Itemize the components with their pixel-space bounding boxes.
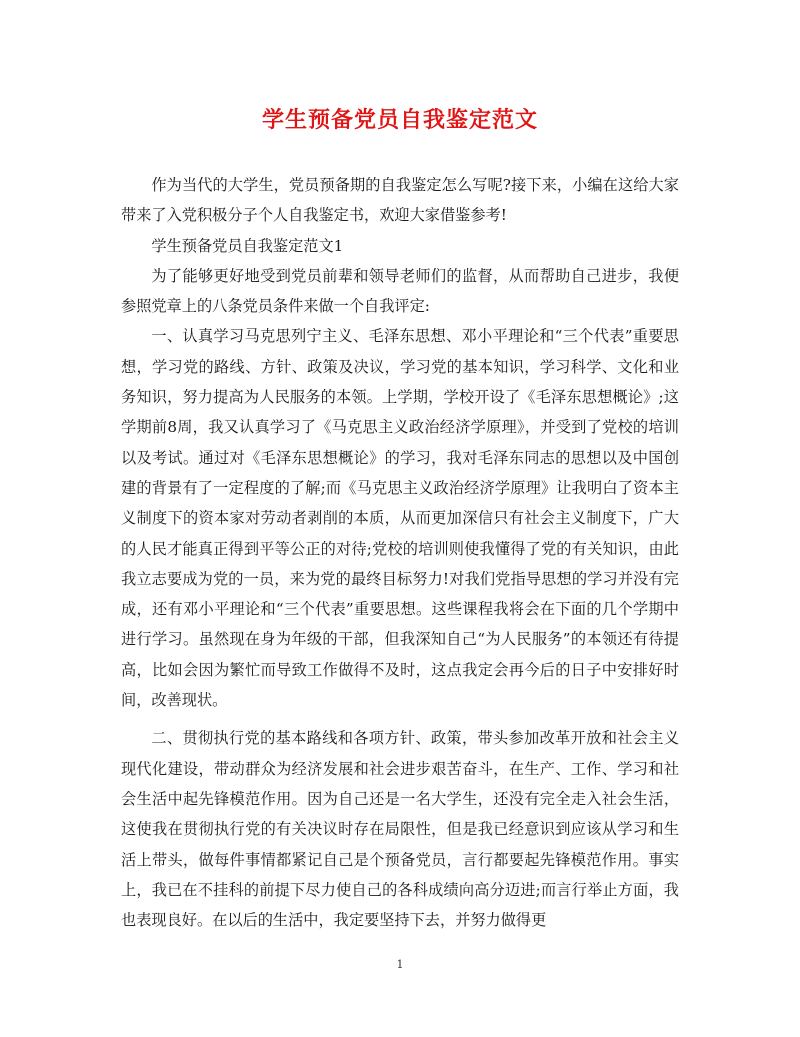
paragraph-point-two: 二、贯彻执行党的基本路线和各项方针、政策，带头参加改革开放和社会主义现代化建设，带动群众为经济发展和社会进步艰苦奋斗，在生产、工作、学习和社会生活中起先锋模范作用。因为自己还是一名大学生，还没有完全走入社会生活，这使我在贯彻执行党的有关决议时存在局限性，但是我已经意识到应该从学习和生活上带头，做每件事情都紧记自己是个预备党员，言行都要起先锋模范作用。事实上，我已在不挂科的前提下尽力使自己的各科成绩向高分迈进;而言行举止方面，我也表现良好。在以后的生活中，我定要坚持下去，并努力做得更 [121, 729, 679, 930]
paragraph-intro: 作为当代的大学生，党员预备期的自我鉴定怎么写呢?接下来，小编在这给大家带来了入党积极分子个人自我鉴定书，欢迎大家借鉴参考! [121, 176, 679, 225]
document-body [121, 170, 679, 935]
paragraph-point-one: 一、认真学习马克思列宁主义、毛泽东思想、邓小平理论和“三个代表”重要思想，学习党的路线、方针、政策及决议，学习党的基本知识，学习科学、文化和业务知识，努力提高为人民服务的本领。上学期，学校开设了《毛泽东思想概论》;这学期前8周，我又认真学习了《马克思主义政治经济学原理》，并受到了党校的培训以及考试。通过对《毛泽东思想概论》的学习，我对毛泽东同志的思想以及中国创建的背景有了一定程度的了解;而《马克思主义政治经济学原理》让我明白了资本主义制度下的资本家对劳动者剥削的本质，从而更加深信只有社会主义制度下，广大的人民才能真正得到平等公正的对待;党校的培训则使我懂得了党的有关知识，由此我立志要成为党的一员，来为党的最终目标努力!对我们党指导思想的学习并没有完成，还有邓小平理论和“三个代表”重要思想。这些课程我将会在下面的几个学期中进行学习。虽然现在身为年级的干部，但我深知自己“为人民服务”的本领还有待提高，比如会因为繁忙而导致工作做得不及时，这点我定会再今后的日子中安排好时间，改善现状。 [121, 327, 679, 710]
paragraph-preface: 为了能够更好地受到党员前辈和领导老师们的监督，从而帮助自己进步，我便参照党章上的八条党员条件来做一个自我评定: [121, 266, 679, 316]
document-title: 学生预备党员自我鉴定范文 [261, 107, 538, 133]
paragraph-section-heading: 学生预备党员自我鉴定范文1 [151, 236, 344, 255]
page-number: 1 [396, 958, 404, 971]
